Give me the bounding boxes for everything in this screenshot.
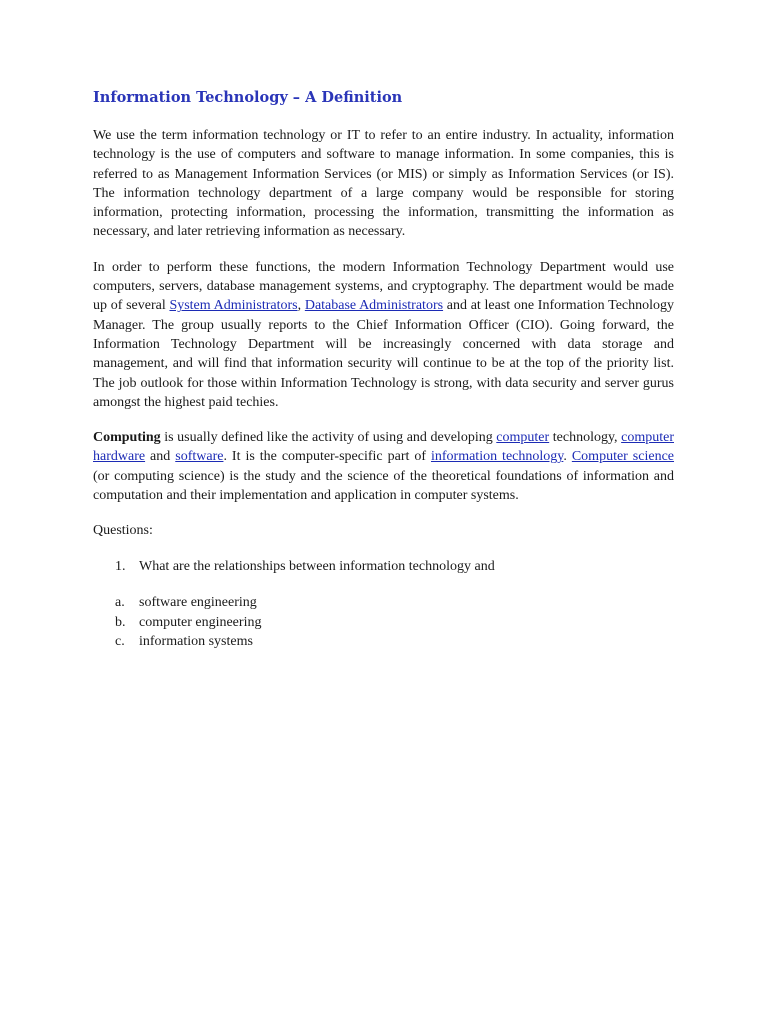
document-page xyxy=(93,86,674,652)
term-computing: Computing xyxy=(93,430,161,446)
list-marker: 1. xyxy=(115,559,126,575)
list-item-text: software engineering xyxy=(139,595,257,611)
list-item xyxy=(93,613,674,633)
list-marker: c. xyxy=(115,634,125,650)
link-computer-hardware[interactable]: computer hardware xyxy=(93,430,674,465)
list-marker: a. xyxy=(115,595,125,611)
list-marker: b. xyxy=(115,614,126,630)
list-item-text: computer engineering xyxy=(139,614,262,630)
link-information-technology[interactable]: information technology xyxy=(430,449,564,465)
list-item-text: information systems xyxy=(139,634,253,650)
link-system-administrators[interactable]: System Administrators xyxy=(169,298,298,314)
text-run: , xyxy=(297,298,305,314)
text-run: and xyxy=(145,449,176,465)
text-run: and at least one Information Technology Manager. The group usually reports to the Chief Information Officer (CIO). Going forward, the Information Technology Department will be increasingly concerned with data storage and management, and will find that information security will continue to be at the top of the priority list. The job outlook for those within Information Technology is strong, with data security and server gurus amongst the highest paid techies. xyxy=(93,298,675,410)
question-text: What are the relationships between information technology and xyxy=(139,559,495,575)
text-run: . It is the computer-specific part of xyxy=(223,449,431,465)
link-computer[interactable]: computer xyxy=(496,430,550,446)
list-item xyxy=(93,632,674,652)
text-run: . xyxy=(563,449,572,465)
text-run: is usually defined like the activity of using and developing xyxy=(160,430,497,446)
text-run: (or computing science) is the study and the science of the theoretical foundations of information and computation and their implementation and application in computer systems. xyxy=(93,468,674,504)
link-database-administrators[interactable]: Database Administrators xyxy=(304,298,444,314)
link-software[interactable]: software xyxy=(175,449,224,465)
question-sublist xyxy=(93,593,674,652)
text-run: In order to perform these functions, the modern Information Technology Department would use computers, servers, database management systems, and cryptography. The department would be made up of several xyxy=(93,259,674,314)
paragraph-it-definition: We use the term information technology or IT to refer to an entire industry. In actuality, information technology is the use of computers and software to manage information. In some companies, this is referred to as Management Information Services (or MIS) or simply as Information Services (or IS). The information technology department of a large company would be responsible for storing information, protecting information, processing the information, transmitting the information as necessary, and later retrieving information as necessary. xyxy=(93,128,674,240)
text-run: technology, xyxy=(549,430,622,446)
paragraph-computing xyxy=(93,428,674,505)
question-1 xyxy=(93,557,674,576)
document-title: Information Technology – A Definition xyxy=(93,89,403,106)
link-computer-science[interactable]: Computer science xyxy=(571,449,675,465)
questions-label: Questions: xyxy=(93,523,153,539)
paragraph-it-department xyxy=(93,258,674,412)
list-item xyxy=(93,593,674,613)
